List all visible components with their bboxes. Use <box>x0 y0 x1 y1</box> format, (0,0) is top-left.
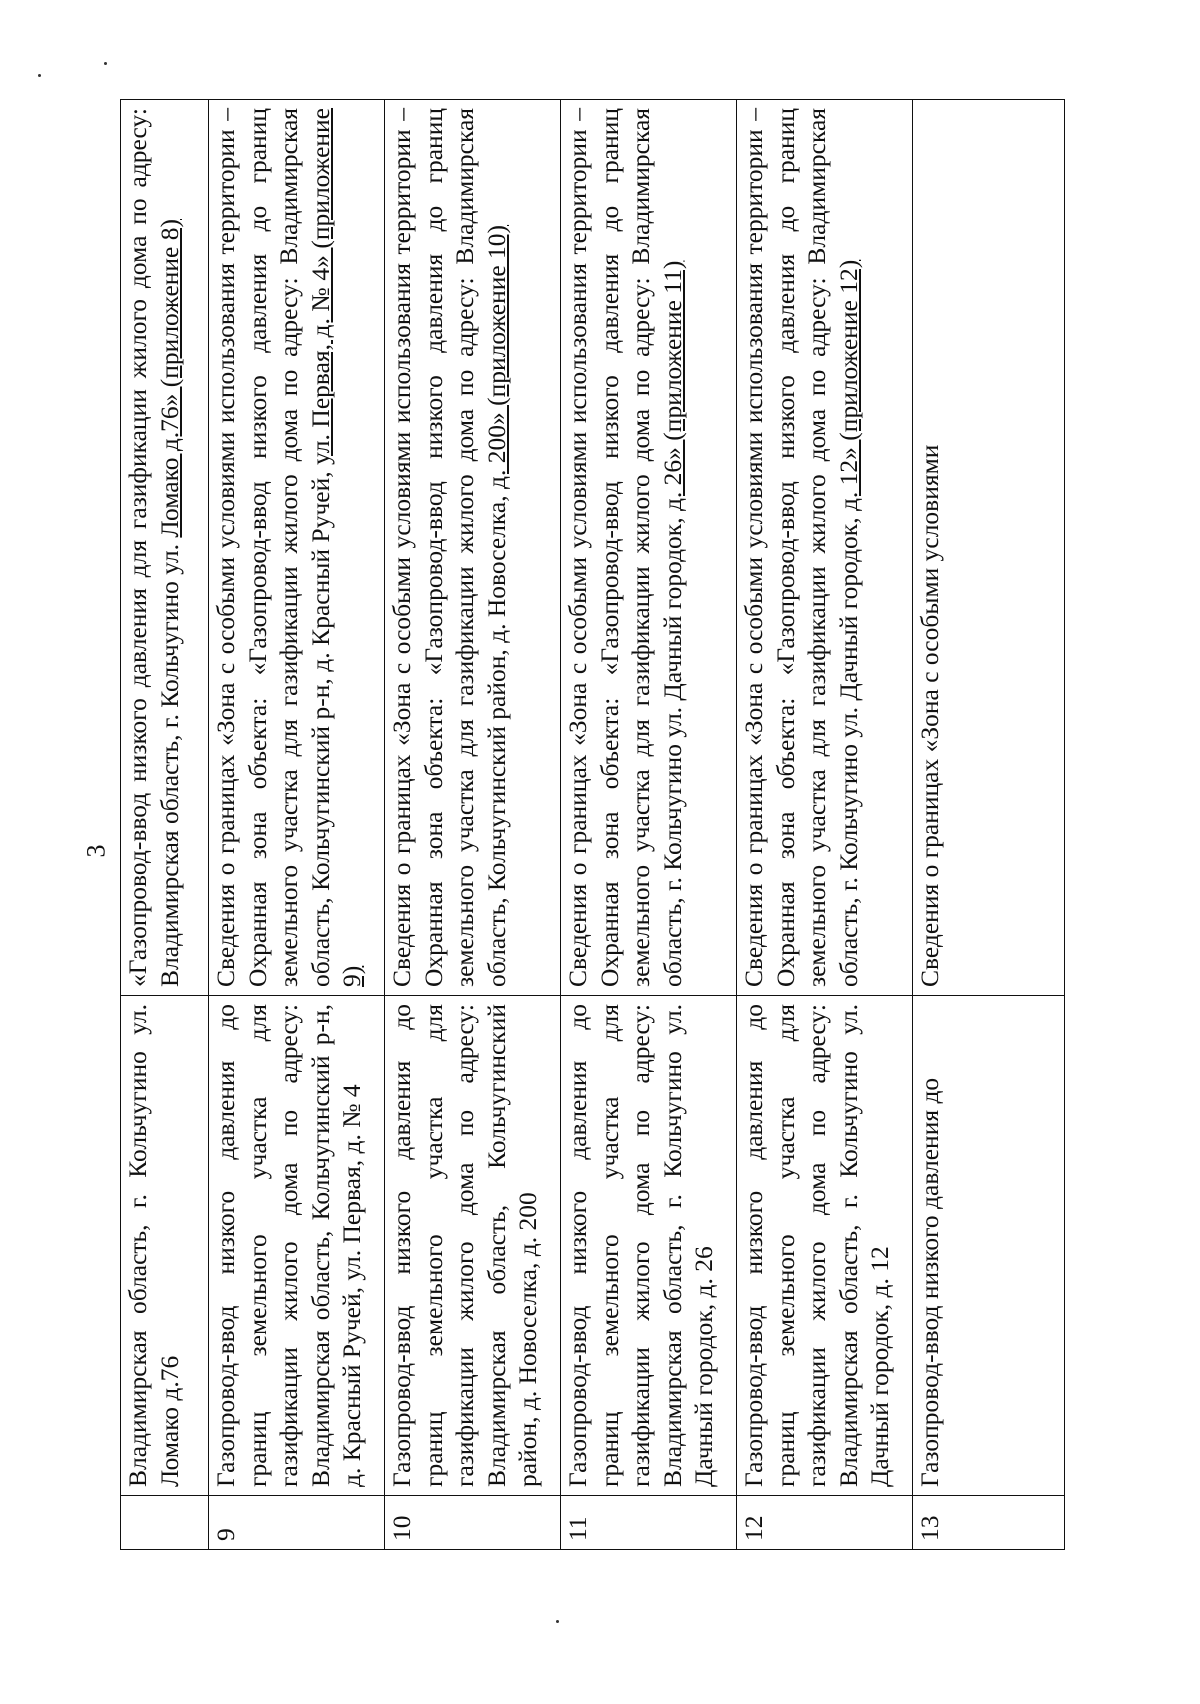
info-text: «Газопровод-ввод низкого давления для газификации жилого дома по адресу: Владимирская область, г. Кольчугино ул. <box>123 108 184 987</box>
row-number-cell: 13 <box>913 1496 1065 1550</box>
table-row <box>209 100 385 1550</box>
object-cell: Владимирская область, г. Кольчугино ул. Ломако д.76 <box>121 996 209 1496</box>
info-cell <box>561 100 737 996</box>
row-number-cell <box>121 1496 209 1550</box>
table-row <box>913 100 1065 1550</box>
row-number-cell: 12 <box>737 1496 913 1550</box>
rotated-table-wrapper <box>120 100 1065 1550</box>
object-cell: Газопровод-ввод низкого давления до границ земельного участка для газификации жилого дома по адресу: Владимирская область, Кольчугинский район, д. Новоселка, д. 200 <box>385 996 561 1496</box>
object-cell: Газопровод-ввод низкого давления до границ земельного участка для газификации жилого дома по адресу: Владимирская область, г. Кольчугино ул. Дачный городок, д. 26 <box>561 996 737 1496</box>
scan-speck <box>38 74 41 77</box>
info-cell <box>121 100 209 996</box>
info-text: Сведения о границах «Зона с особыми условиями использования территории – Охранная зона объекта: «Газопровод-ввод низкого давления до границ земельного участка для газификации жилого дома по адресу: Владимирская область, Кольчугинский р-н, д. Красный Ручей, <box>211 108 335 987</box>
info-underlined-text: д. 12» (приложение 12) <box>833 259 863 512</box>
info-underlined-text: ул. Первая, д. № 4» (приложение 9) <box>305 107 367 987</box>
table-row <box>385 100 561 1550</box>
table-row <box>121 100 209 1550</box>
info-text: Сведения о границах «Зона с особыми условиями <box>915 444 944 987</box>
object-cell: Газопровод-ввод низкого давления до границ земельного участка для газификации жилого дома по адресу: Владимирская область, г. Кольчугино ул. Дачный городок, д. 12 <box>737 996 913 1496</box>
row-number-cell: 9 <box>209 1496 385 1550</box>
info-underlined-text: Ломако д.76» (приложение 8) <box>154 219 184 538</box>
row-number-cell: 10 <box>385 1496 561 1550</box>
info-underlined-text: д. 26» (приложение 11) <box>657 260 687 512</box>
info-cell <box>209 100 385 996</box>
row-number-cell: 11 <box>561 1496 737 1550</box>
document-table <box>120 99 1065 1550</box>
info-text: Сведения о границах «Зона с особыми условиями использования территории – Охранная зона объекта: «Газопровод-ввод низкого давления до границ земельного участка для газификации жилого дома по адресу: Владимирская область, г. Кольчугино ул. Дачный городок, <box>563 108 687 987</box>
object-cell: Газопровод-ввод низкого давления до границ земельного участка для газификации жилого дома по адресу: Владимирская область, Кольчугинский р-н, д. Красный Ручей, ул. Первая, д. № 4 <box>209 996 385 1496</box>
scan-speck <box>556 1620 559 1623</box>
object-cell: Газопровод-ввод низкого давления до <box>913 996 1065 1496</box>
scan-speck <box>104 62 107 65</box>
info-text: Сведения о границах «Зона с особыми условиями использования территории – Охранная зона объекта: «Газопровод-ввод низкого давления до границ земельного участка для газификации жилого дома по адресу: Владимирская область, Кольчугинский район, д. Новоселка, <box>387 108 511 987</box>
info-cell <box>385 100 561 996</box>
table-row <box>561 100 737 1550</box>
table-row <box>737 100 913 1550</box>
page-number: 3 <box>81 844 111 858</box>
info-text: Сведения о границах «Зона с особыми условиями использования территории – Охранная зона объекта: «Газопровод-ввод низкого давления до границ земельного участка для газификации жилого дома по адресу: Владимирская область, г. Кольчугино ул. Дачный городок, <box>739 108 863 987</box>
info-underlined-text: д. 200» (приложение 10) <box>481 224 511 489</box>
info-cell <box>737 100 913 996</box>
info-cell <box>913 100 1065 996</box>
